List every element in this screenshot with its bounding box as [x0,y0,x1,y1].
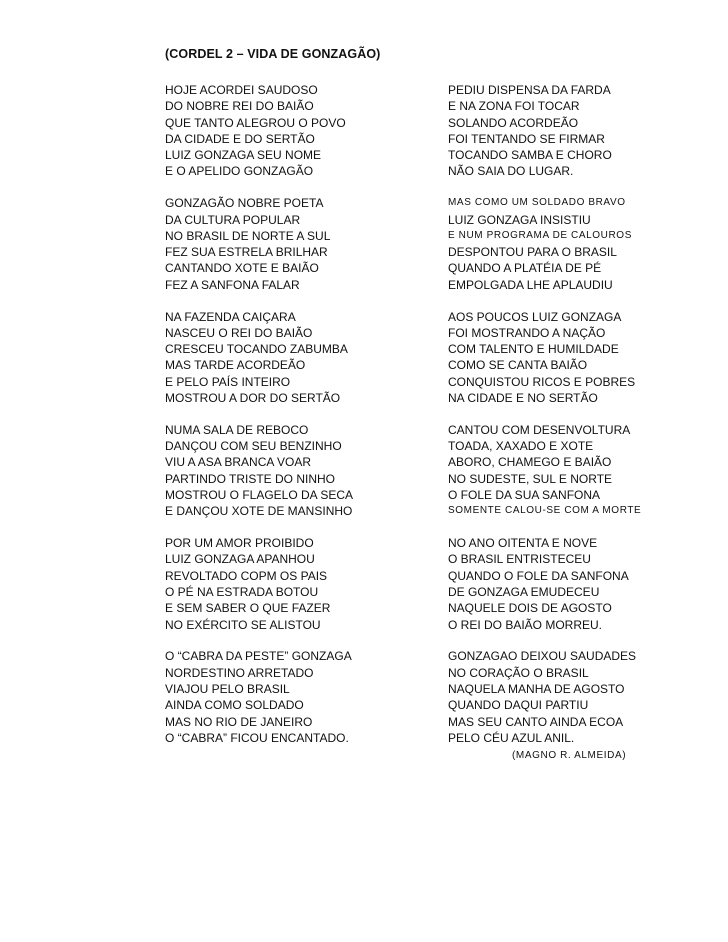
verse-line: NORDESTINO ARRETADO [165,665,314,680]
stanza [165,82,435,180]
stanza [448,82,648,180]
verse-line: E SEM SABER O QUE FAZER [165,601,331,616]
verse-line: QUANDO DAQUI PARTIU [448,698,589,713]
verse-line: E DANÇOU XOTE DE MANSINHO [165,504,353,519]
verse-line: AOS POUCOS LUIZ GONZAGA [448,309,622,324]
verse-line: NAQUELE DOIS DE AGOSTO [448,601,612,616]
verse-line: SOMENTE CALOU-SE COM A MORTE [448,505,642,517]
verse-line: E PELO PAÍS INTEIRO [165,374,291,389]
verse-line: DA CIDADE E DO SERTÃO [165,131,315,146]
verse-line: DE GONZAGA EMUDECEU [448,585,600,600]
verse-line: PELO CÉU AZUL ANIL. [448,730,575,745]
verse-line: FOI MOSTRANDO A NAÇÃO [448,325,606,340]
verse-line: O “CABRA” FICOU ENCANTADO. [165,730,349,745]
verse-line: MOSTROU O FLAGELO DA SECA [165,488,354,503]
verse-line: NO SUDESTE, SUL E NORTE [448,471,613,486]
verse-line: AINDA COMO SOLDADO [165,698,304,713]
verse-line: EMPOLGADA LHE APLAUDIU [448,277,613,292]
verse-line: MAS TARDE ACORDEÃO [165,358,306,373]
right-column [448,82,648,746]
verse-line: CANTOU COM DESENVOLTURA [448,422,631,437]
stanza [448,422,648,520]
stanza [448,195,648,293]
verse-line: E NA ZONA FOI TOCAR [448,99,580,114]
verse-line: O BRASIL ENTRISTECEU [448,552,591,567]
stanza [165,195,435,293]
verse-line: E O APELIDO GONZAGÃO [165,164,314,179]
verse-line: NÃO SAIA DO LUGAR. [448,164,574,179]
verse-line: TOCANDO SAMBA E CHORO [448,148,612,163]
verse-line: DESPONTOU PARA O BRASIL [448,245,617,260]
verse-line: VIAJOU PELO BRASIL [165,682,290,696]
verse-line: NASCEU O REI DO BAIÃO [165,325,313,340]
verse-line: GONZAGÃO NOBRE POETA [165,196,324,211]
author-credit: (MAGNO R. ALMEIDA) [512,750,627,761]
verse-line: NO EXÉRCITO SE ALISTOU [165,617,321,632]
verse-line: CRESCEU TOCANDO ZABUMBA [165,342,348,357]
verse-line: NO BRASIL DE NORTE A SUL [165,228,331,243]
verse-line: LUIZ GONZAGA INSISTIU [448,212,591,227]
verse-line: QUE TANTO ALEGROU O POVO [165,115,346,130]
stanza [165,422,435,520]
verse-line: POR UM AMOR PROIBIDO [165,536,314,551]
verse-line: MAS COMO UM SOLDADO BRAVO [448,197,626,209]
stanza [165,648,435,746]
verse-line: O FOLE DA SUA SANFONA [448,488,601,503]
verse-line: MOSTROU A DOR DO SERTÃO [165,391,341,406]
verse-line: VIU A ASA BRANCA VOAR [165,455,312,470]
stanza [448,535,648,633]
stanza [165,535,435,633]
verse-line: FEZ A SANFONA FALAR [165,277,300,292]
verse-line: NO CORAÇÃO O BRASIL [448,665,589,680]
left-column [165,82,435,746]
verse-line: CONQUISTOU RICOS E POBRES [448,374,636,389]
verse-line: O PÉ NA ESTRADA BOTOU [165,585,319,600]
verse-line: COMO SE CANTA BAIÃO [448,358,588,373]
verse-line: FOI TENTANDO SE FIRMAR [448,131,605,146]
verse-line: PEDIU DISPENSA DA FARDA [448,83,611,97]
stanza [448,648,648,746]
verse-line: NA CIDADE E NO SERTÃO [448,391,598,406]
verse-line: O REI DO BAIÃO MORREU. [448,617,603,632]
verse-line: TOADA, XAXADO E XOTE [448,439,594,454]
verse-line: LUIZ GONZAGA APANHOU [165,552,315,567]
verse-line: CANTANDO XOTE E BAIÃO [165,261,319,276]
verse-line: ABORO, CHAMEGO E BAIÃO [448,455,612,470]
verse-line: QUANDO A PLATÉIA DE PÉ [448,261,602,276]
verse-line: NAQUELA MANHA DE AGOSTO [448,682,625,696]
verse-line: PARTINDO TRISTE DO NINHO [165,471,336,486]
stanza [448,309,648,407]
verse-line: HOJE ACORDEI SAUDOSO [165,83,318,97]
verse-line: NO ANO OITENTA E NOVE [448,536,598,551]
stanza [165,309,435,407]
verse-line: DA CULTURA POPULAR [165,212,301,227]
verse-line: MAS SEU CANTO AINDA ECOA [448,714,624,729]
verse-line: REVOLTADO COPM OS PAIS [165,568,328,583]
verse-line: E NUM PROGRAMA DE CALOUROS [448,229,632,241]
verse-line: NUMA SALA DE REBOCO [165,422,309,437]
verse-line: FEZ SUA ESTRELA BRILHAR [165,245,328,260]
poem-title: (CORDEL 2 – VIDA DE GONZAGÃO) [165,47,381,61]
verse-line: COM TALENTO E HUMILDADE [448,342,619,357]
verse-line: O “CABRA DA PESTE” GONZAGA [165,649,352,664]
verse-line: QUANDO O FOLE DA SANFONA [448,568,629,583]
verse-line: GONZAGAO DEIXOU SAUDADES [448,649,637,664]
verse-line: MAS NO RIO DE JANEIRO [165,714,313,729]
verse-line: LUIZ GONZAGA SEU NOME [165,148,322,163]
verse-line: DO NOBRE REI DO BAIÃO [165,99,314,114]
verse-line: NA FAZENDA CAIÇARA [165,309,296,324]
verse-line: DANÇOU COM SEU BENZINHO [165,439,342,454]
verse-line: SOLANDO ACORDEÃO [448,115,579,130]
